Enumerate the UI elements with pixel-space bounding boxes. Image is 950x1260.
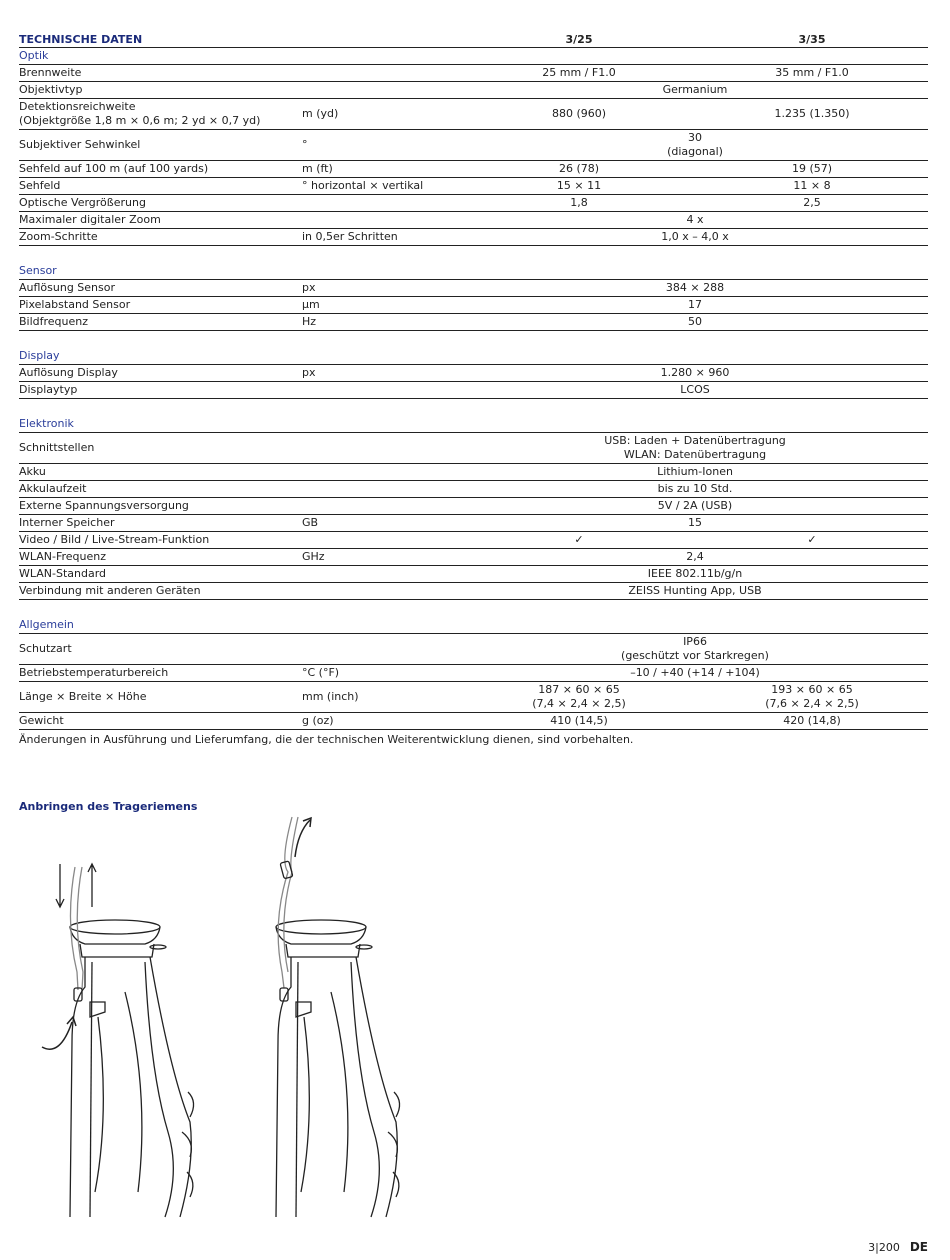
spec-value-3-25: 15 × 11 — [462, 178, 696, 195]
section-spacer — [19, 600, 928, 618]
strap-section-title: Anbringen des Trageriemens — [19, 800, 198, 813]
section-header — [19, 348, 928, 365]
spec-unit: ° — [302, 130, 462, 161]
table-row — [19, 314, 928, 331]
disclaimer-note: Änderungen in Ausführung und Lieferumfang, die der technischen Weiterentwicklung dienen, sind vorbehalten. — [19, 733, 634, 746]
spec-unit — [302, 464, 462, 481]
spec-label: Betriebstemperaturbereich — [19, 665, 302, 682]
spec-page — [19, 0, 928, 747]
section-title: Elektronik — [19, 416, 928, 433]
table-row — [19, 583, 928, 600]
spec-value-shared: 30 (diagonal) — [462, 130, 928, 161]
section-title: Optik — [19, 48, 928, 65]
table-header — [19, 0, 928, 48]
table-row — [19, 549, 928, 566]
table-title: TECHNISCHE DATEN — [19, 0, 302, 48]
page-number: 3 — [868, 1241, 876, 1254]
spec-unit — [302, 481, 462, 498]
section-title: Allgemein — [19, 617, 928, 634]
spec-unit: GHz — [302, 549, 462, 566]
spec-value-shared: 4 x — [462, 212, 928, 229]
spec-value-3-25: 26 (78) — [462, 161, 696, 178]
spec-value-shared: Lithium-Ionen — [462, 464, 928, 481]
table-row — [19, 515, 928, 532]
spec-label: Optische Vergrößerung — [19, 195, 302, 212]
table-row — [19, 433, 928, 464]
spec-label: Brennweite — [19, 65, 302, 82]
spec-label: Sehfeld — [19, 178, 302, 195]
spec-label: Objektivtyp — [19, 82, 302, 99]
spec-label: Bildfrequenz — [19, 314, 302, 331]
section-spacer — [19, 246, 928, 264]
thermal-device-left — [70, 920, 194, 1217]
arrow-up-icon — [88, 864, 96, 907]
spec-value-3-35: 193 × 60 × 65 (7,6 × 2,4 × 2,5) — [696, 682, 928, 713]
table-row — [19, 212, 928, 229]
spec-unit: mm (inch) — [302, 682, 462, 713]
page-footer — [868, 1240, 928, 1254]
spec-unit — [302, 195, 462, 212]
thermal-device-right — [276, 920, 400, 1217]
spec-unit: °C (°F) — [302, 665, 462, 682]
strap-attachment-illustration — [30, 812, 450, 1222]
spec-value-shared: 2,4 — [462, 549, 928, 566]
spec-unit: GB — [302, 515, 462, 532]
spec-unit — [302, 382, 462, 399]
spec-value-shared: 1,0 x – 4,0 x — [462, 229, 928, 246]
table-row — [19, 634, 928, 665]
spec-value-3-35: ✓ — [696, 532, 928, 549]
spec-value-shared: 17 — [462, 297, 928, 314]
spec-label: Maximaler digitaler Zoom — [19, 212, 302, 229]
spec-value-shared: bis zu 10 Std. — [462, 481, 928, 498]
page-total: 200 — [878, 1241, 900, 1254]
spec-label: WLAN-Frequenz — [19, 549, 302, 566]
section-header — [19, 48, 928, 65]
table-row — [19, 65, 928, 82]
table-row — [19, 195, 928, 212]
spec-value-3-25: 187 × 60 × 65 (7,4 × 2,4 × 2,5) — [462, 682, 696, 713]
section-header — [19, 617, 928, 634]
section-spacer — [19, 331, 928, 349]
spec-unit — [302, 583, 462, 600]
spec-unit: g (oz) — [302, 713, 462, 730]
spec-value-shared: LCOS — [462, 382, 928, 399]
table-row — [19, 713, 928, 730]
spec-value-shared: 384 × 288 — [462, 280, 928, 297]
table-row — [19, 532, 928, 549]
spec-unit: px — [302, 365, 462, 382]
spec-value-shared: 1.280 × 960 — [462, 365, 928, 382]
spec-value-shared: ZEISS Hunting App, USB — [462, 583, 928, 600]
spec-unit — [302, 532, 462, 549]
table-row — [19, 130, 928, 161]
table-row — [19, 82, 928, 99]
spec-value-3-35: 2,5 — [696, 195, 928, 212]
table-row — [19, 280, 928, 297]
arrow-down-icon — [56, 864, 64, 907]
column-3-35: 3/35 — [696, 0, 928, 48]
spec-value-3-25: 880 (960) — [462, 99, 696, 130]
spec-unit — [302, 634, 462, 665]
table-row — [19, 365, 928, 382]
spec-unit: ° horizontal × vertikal — [302, 178, 462, 195]
spec-label: Gewicht — [19, 713, 302, 730]
table-row — [19, 464, 928, 481]
spec-label: Subjektiver Sehwinkel — [19, 130, 302, 161]
table-row — [19, 382, 928, 399]
spec-label: Externe Spannungsversorgung — [19, 498, 302, 515]
spec-unit: px — [302, 280, 462, 297]
table-row — [19, 229, 928, 246]
spec-label: Verbindung mit anderen Geräten — [19, 583, 302, 600]
spec-label: Akku — [19, 464, 302, 481]
section-header — [19, 263, 928, 280]
spec-label: Schutzart — [19, 634, 302, 665]
section-title: Sensor — [19, 263, 928, 280]
spec-label: Länge × Breite × Höhe — [19, 682, 302, 713]
spec-unit: µm — [302, 297, 462, 314]
spec-value-shared: Germanium — [462, 82, 928, 99]
spec-value-shared: IEEE 802.11b/g/n — [462, 566, 928, 583]
curved-arrow-icon — [42, 1017, 76, 1049]
spec-label: WLAN-Standard — [19, 566, 302, 583]
spec-unit — [302, 433, 462, 464]
page-separator: | — [875, 1241, 879, 1254]
table-row — [19, 178, 928, 195]
spec-unit: in 0,5er Schritten — [302, 229, 462, 246]
table-row — [19, 99, 928, 130]
spec-table — [19, 0, 928, 730]
spec-unit: m (ft) — [302, 161, 462, 178]
spec-label: Zoom-Schritte — [19, 229, 302, 246]
section-title: Display — [19, 348, 928, 365]
spec-value-3-25: 410 (14,5) — [462, 713, 696, 730]
table-row — [19, 665, 928, 682]
spec-label: Akkulaufzeit — [19, 481, 302, 498]
table-row — [19, 498, 928, 515]
table-row — [19, 481, 928, 498]
spec-unit: Hz — [302, 314, 462, 331]
language-code: DE — [909, 1240, 928, 1254]
spec-label: Schnittstellen — [19, 433, 302, 464]
spec-value-3-35: 1.235 (1.350) — [696, 99, 928, 130]
spec-label: Detektionsreichweite (Objektgröße 1,8 m × 0,6 m; 2 yd × 0,7 yd) — [19, 99, 302, 130]
spec-label: Displaytyp — [19, 382, 302, 399]
spec-value-3-35: 19 (57) — [696, 161, 928, 178]
table-row — [19, 682, 928, 713]
spec-unit — [302, 65, 462, 82]
spec-value-shared: IP66 (geschützt vor Starkregen) — [462, 634, 928, 665]
column-3-25: 3/25 — [462, 0, 696, 48]
spec-unit — [302, 82, 462, 99]
spec-label: Sehfeld auf 100 m (auf 100 yards) — [19, 161, 302, 178]
spec-value-3-35: 420 (14,8) — [696, 713, 928, 730]
spec-unit — [302, 498, 462, 515]
table-row — [19, 566, 928, 583]
spec-unit — [302, 566, 462, 583]
spec-label: Auflösung Display — [19, 365, 302, 382]
spec-unit — [302, 212, 462, 229]
spec-label: Video / Bild / Live-Stream-Funktion — [19, 532, 302, 549]
spec-value-3-35: 35 mm / F1.0 — [696, 65, 928, 82]
spec-label: Interner Speicher — [19, 515, 302, 532]
spec-label: Auflösung Sensor — [19, 280, 302, 297]
spec-value-shared: 5V / 2A (USB) — [462, 498, 928, 515]
spec-value-3-25: 25 mm / F1.0 — [462, 65, 696, 82]
section-spacer — [19, 399, 928, 417]
spec-value-shared: USB: Laden + Datenübertragung WLAN: Datenübertragung — [462, 433, 928, 464]
spec-label: Pixelabstand Sensor — [19, 297, 302, 314]
table-row — [19, 297, 928, 314]
spec-value-shared: 15 — [462, 515, 928, 532]
spec-value-shared: –10 / +40 (+14 / +104) — [462, 665, 928, 682]
table-row — [19, 161, 928, 178]
spec-unit: m (yd) — [302, 99, 462, 130]
spec-value-3-35: 11 × 8 — [696, 178, 928, 195]
spec-value-3-25: ✓ — [462, 532, 696, 549]
curved-arrow-up-icon — [295, 818, 311, 857]
spec-value-3-25: 1,8 — [462, 195, 696, 212]
spec-value-shared: 50 — [462, 314, 928, 331]
section-header — [19, 416, 928, 433]
